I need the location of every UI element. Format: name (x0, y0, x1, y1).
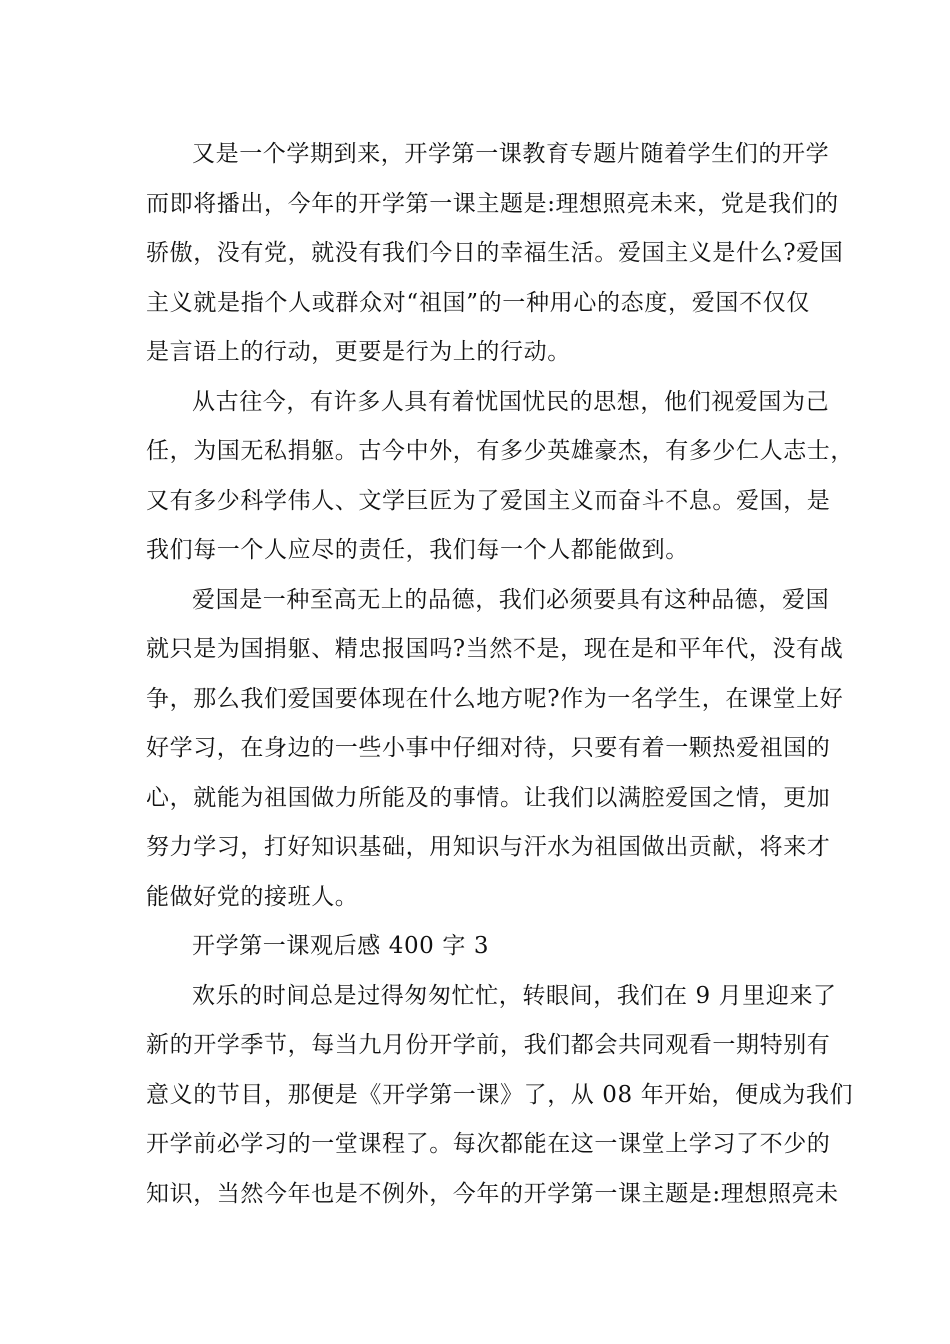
text-line: 争，那么我们爱国要体现在什么地方呢?作为一名学生，在课堂上好 (146, 685, 844, 712)
text-line: 好学习，在身边的一些小事中仔细对待，只要有着一颗热爱祖国的 (146, 735, 831, 761)
text-line: 能做好党的接班人。 (146, 883, 359, 910)
text-line: 心，就能为祖国做力所能及的事情。让我们以满腔爱国之情，更加 (146, 784, 831, 811)
section-heading: 开学第一课观后感 400 字 3 (192, 933, 490, 959)
text-line: 我们每一个人应尽的责任，我们每一个人都能做到。 (146, 537, 689, 563)
text-line: 意义的节目，那便是《开学第一课》了，从 08 年开始，便成为我们 (146, 1081, 854, 1108)
text-line: 欢乐的时间总是过得匆匆忙忙，转眼间，我们在 9 月里迎来了 (192, 982, 837, 1009)
text-line: 任，为国无私捐躯。古今中外，有多少英雄豪杰，有多少仁人志士， (146, 438, 854, 464)
text-line: 主义就是指个人或群众对“祖国”的一种用心的态度，爱国不仅仅 (146, 289, 810, 316)
text-line: 骄傲，没有党，就没有我们今日的幸福生活。爱国主义是什么?爱国 (146, 240, 844, 266)
text-line: 努力学习，打好知识基础，用知识与汗水为祖国做出贡献，将来才 (146, 834, 831, 860)
text-line: 又有多少科学伟人、文学巨匠为了爱国主义而奋斗不息。爱国，是 (146, 487, 831, 514)
text-line: 从古往今，有许多人具有着忧国忧民的思想，他们视爱国为己 (192, 388, 830, 415)
text-line: 就只是为国捐躯、精忠报国吗?当然不是，现在是和平年代，没有战 (146, 636, 844, 662)
document-body (146, 130, 854, 1219)
text-line: 知识，当然今年也是不例外，今年的开学第一课主题是:理想照亮未 (146, 1180, 839, 1207)
text-line: 开学前必学习的一堂课程了。每次都能在这一课堂上学习了不少的 (146, 1131, 831, 1157)
text-line: 爱国是一种至高无上的品德，我们必须要具有这种品德，爱国 (192, 586, 830, 613)
text-line: 又是一个学期到来，开学第一课教育专题片随着学生们的开学 (192, 141, 830, 167)
text-line: 而即将播出，今年的开学第一课主题是:理想照亮未来，党是我们的 (146, 190, 839, 217)
text-line: 是言语上的行动，更要是行为上的行动。 (146, 339, 571, 365)
text-line: 新的开学季节，每当九月份开学前，我们都会共同观看一期特别有 (146, 1032, 831, 1058)
